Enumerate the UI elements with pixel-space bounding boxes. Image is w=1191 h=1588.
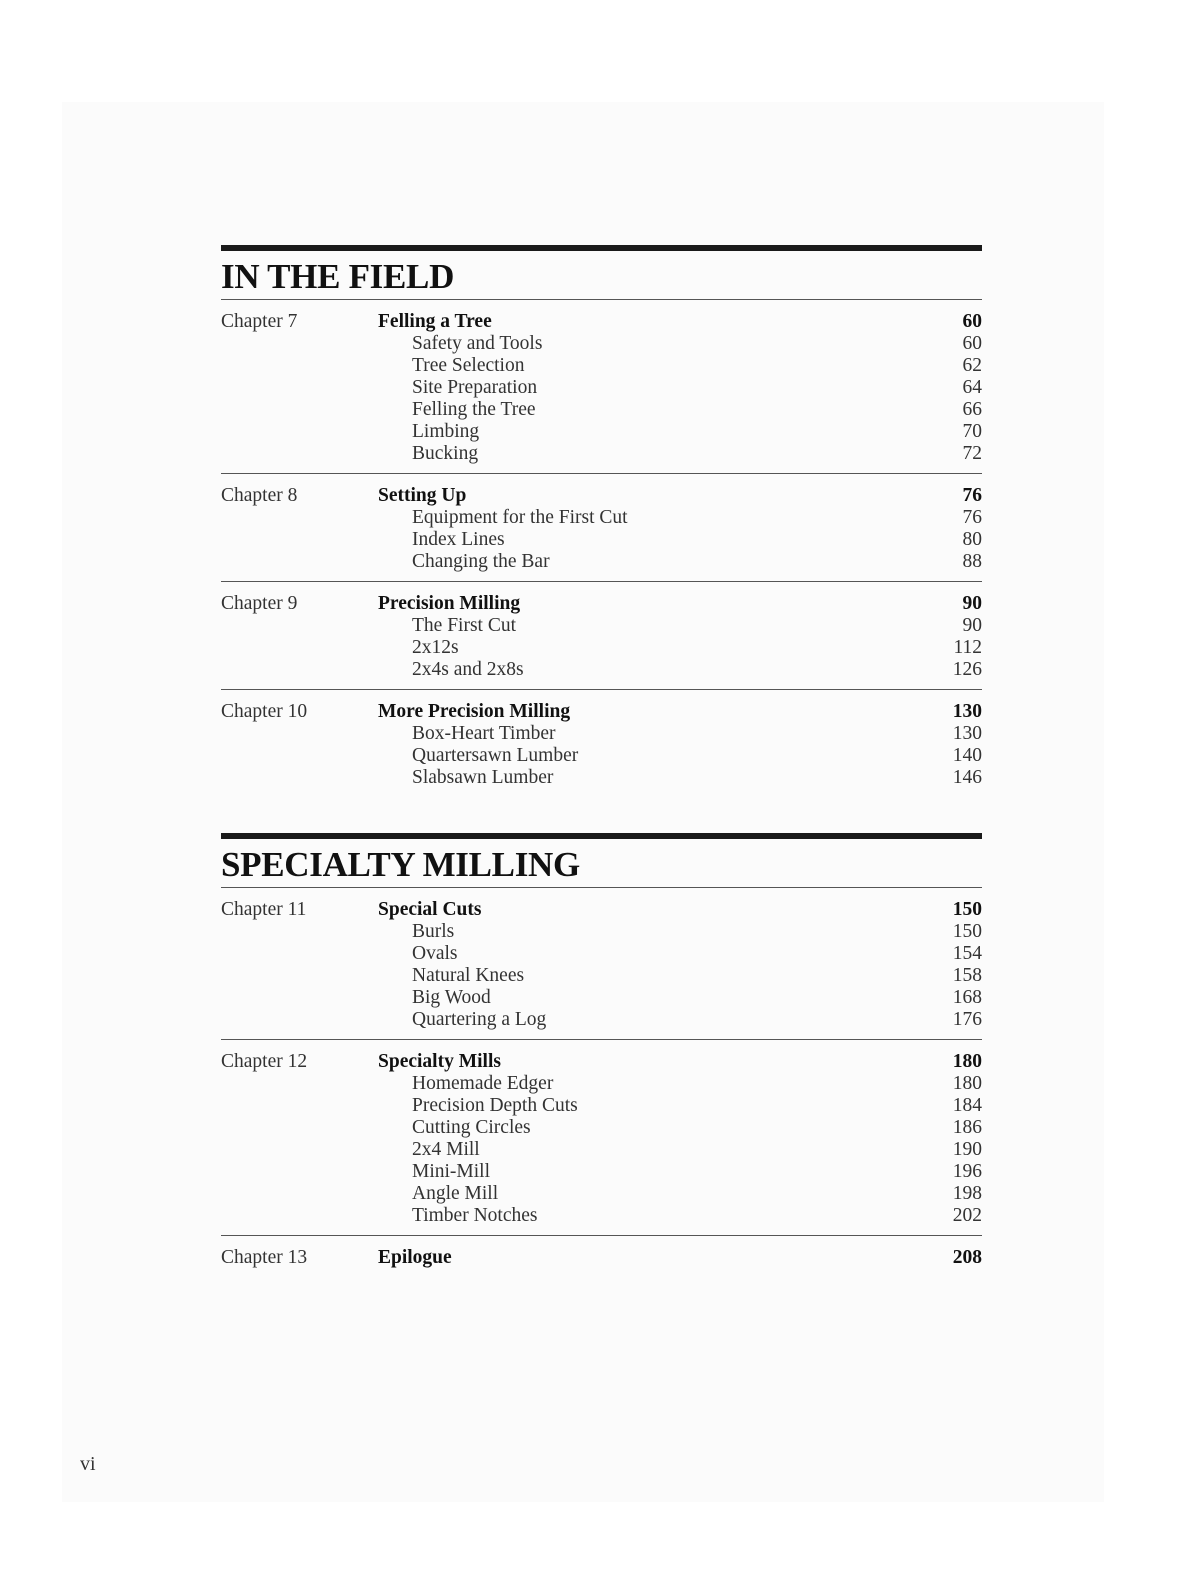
topic-page-number: 146 [952, 767, 982, 788]
chapter-page-number: 208 [952, 1247, 982, 1268]
chapter-block [221, 888, 982, 1040]
chapter-page-number: 130 [952, 701, 982, 722]
topic-row [378, 443, 982, 465]
topic-row [378, 987, 982, 1009]
topic-row [378, 1161, 982, 1183]
topic-title: Burls [412, 921, 455, 942]
chapter-title-row [378, 311, 982, 333]
topic-page-number: 112 [953, 637, 982, 658]
topic-row [378, 745, 982, 767]
chapter-page-number: 60 [962, 311, 982, 332]
topic-row [378, 1183, 982, 1205]
chapter-block [221, 474, 982, 582]
topic-row [378, 377, 982, 399]
chapter-label: Chapter 13 [221, 1247, 308, 1268]
topic-page-number: 90 [962, 615, 982, 636]
chapter-entries [378, 311, 982, 465]
table-of-contents [221, 245, 982, 1313]
chapter-block [221, 690, 982, 797]
topic-row [378, 1139, 982, 1161]
topic-page-number: 198 [952, 1183, 982, 1204]
topic-row [378, 965, 982, 987]
section-title: SPECIALTY MILLING [221, 845, 580, 884]
topic-row [378, 1117, 982, 1139]
chapter-title: Precision Milling [378, 593, 521, 614]
topic-row [378, 507, 982, 529]
chapter-block [221, 1236, 982, 1277]
topic-page-number: 64 [962, 377, 982, 398]
chapter-label: Chapter 9 [221, 593, 298, 614]
topic-title: 2x4s and 2x8s [412, 659, 524, 680]
topic-page-number: 154 [952, 943, 982, 964]
topic-row [378, 921, 982, 943]
topic-title: 2x4 Mill [412, 1139, 480, 1160]
topic-page-number: 150 [952, 921, 982, 942]
topic-title: Tree Selection [412, 355, 525, 376]
chapter-title-row [378, 593, 982, 615]
topic-title: Big Wood [412, 987, 491, 1008]
chapter-page-number: 180 [952, 1051, 982, 1072]
topic-row [378, 551, 982, 573]
topic-title: Ovals [412, 943, 458, 964]
topic-title: Timber Notches [412, 1205, 538, 1226]
topic-row [378, 355, 982, 377]
chapter-title: Setting Up [378, 485, 467, 506]
topic-page-number: 196 [952, 1161, 982, 1182]
chapter-title-row [378, 899, 982, 921]
chapter-label: Chapter 12 [221, 1051, 308, 1072]
topic-page-number: 76 [962, 507, 982, 528]
chapter-block [221, 582, 982, 690]
chapter-title-row [378, 1247, 982, 1269]
topic-page-number: 88 [962, 551, 982, 572]
topic-title: Quartering a Log [412, 1009, 547, 1030]
chapter-title-row [378, 485, 982, 507]
chapter-title: Special Cuts [378, 899, 482, 920]
topic-page-number: 66 [962, 399, 982, 420]
topic-row [378, 1205, 982, 1227]
topic-row [378, 529, 982, 551]
topic-title: Index Lines [412, 529, 505, 550]
chapter-label: Chapter 7 [221, 311, 298, 332]
topic-page-number: 130 [952, 723, 982, 744]
topic-title: Cutting Circles [412, 1117, 531, 1138]
chapter-block [221, 1040, 982, 1236]
topic-title: Box-Heart Timber [412, 723, 556, 744]
topic-title: The First Cut [412, 615, 517, 636]
topic-title: Changing the Bar [412, 551, 550, 572]
chapter-title: Specialty Mills [378, 1051, 501, 1072]
chapter-title: Felling a Tree [378, 311, 492, 332]
topic-row [378, 399, 982, 421]
topic-page-number: 176 [952, 1009, 982, 1030]
topic-page-number: 190 [952, 1139, 982, 1160]
topic-row [378, 1095, 982, 1117]
chapter-title-row [378, 701, 982, 723]
chapter-page-number: 90 [962, 593, 982, 614]
topic-title: Precision Depth Cuts [412, 1095, 578, 1116]
chapter-label: Chapter 10 [221, 701, 308, 722]
topic-page-number: 60 [962, 333, 982, 354]
chapter-entries [378, 1247, 982, 1269]
topic-title: Mini-Mill [412, 1161, 491, 1182]
topic-page-number: 184 [952, 1095, 982, 1116]
topic-row [378, 1009, 982, 1031]
topic-row [378, 1073, 982, 1095]
toc-section [221, 245, 982, 797]
chapter-label: Chapter 11 [221, 899, 307, 920]
topic-page-number: 72 [962, 443, 982, 464]
chapter-title-row [378, 1051, 982, 1073]
topic-page-number: 126 [952, 659, 982, 680]
topic-page-number: 180 [952, 1073, 982, 1094]
chapter-title: Epilogue [378, 1247, 452, 1268]
chapter-entries [378, 593, 982, 681]
topic-page-number: 202 [952, 1205, 982, 1226]
toc-section [221, 833, 982, 1277]
topic-page-number: 140 [952, 745, 982, 766]
topic-row [378, 637, 982, 659]
topic-title: Bucking [412, 443, 479, 464]
topic-row [378, 659, 982, 681]
topic-page-number: 70 [962, 421, 982, 442]
topic-title: Limbing [412, 421, 480, 442]
topic-page-number: 168 [952, 987, 982, 1008]
page-number: vi [80, 1453, 96, 1475]
topic-row [378, 421, 982, 443]
chapter-entries [378, 899, 982, 1031]
chapter-page-number: 150 [952, 899, 982, 920]
topic-row [378, 333, 982, 355]
section-heavy-rule [221, 833, 982, 839]
topic-row [378, 943, 982, 965]
topic-title: Felling the Tree [412, 399, 536, 420]
topic-title: Homemade Edger [412, 1073, 554, 1094]
topic-title: Equipment for the First Cut [412, 507, 628, 528]
section-heavy-rule [221, 245, 982, 251]
chapter-title: More Precision Milling [378, 701, 571, 722]
topic-title: 2x12s [412, 637, 459, 658]
topic-title: Site Preparation [412, 377, 538, 398]
topic-page-number: 186 [952, 1117, 982, 1138]
topic-title: Angle Mill [412, 1183, 499, 1204]
chapter-entries [378, 701, 982, 789]
topic-page-number: 62 [962, 355, 982, 376]
topic-title: Slabsawn Lumber [412, 767, 554, 788]
topic-page-number: 80 [962, 529, 982, 550]
section-title: IN THE FIELD [221, 257, 455, 296]
topic-row [378, 615, 982, 637]
topic-page-number: 158 [952, 965, 982, 986]
chapter-entries [378, 1051, 982, 1227]
topic-row [378, 767, 982, 789]
topic-title: Quartersawn Lumber [412, 745, 579, 766]
topic-title: Safety and Tools [412, 333, 543, 354]
chapter-page-number: 76 [962, 485, 982, 506]
chapter-entries [378, 485, 982, 573]
chapter-label: Chapter 8 [221, 485, 298, 506]
chapter-block [221, 300, 982, 474]
topic-row [378, 723, 982, 745]
topic-title: Natural Knees [412, 965, 525, 986]
